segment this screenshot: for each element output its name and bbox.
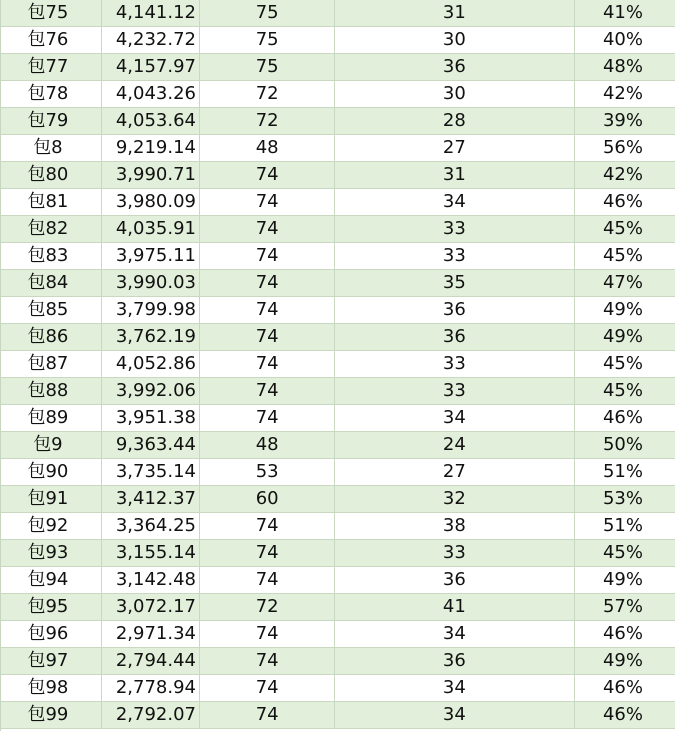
cell-percent[interactable]: 56% [602, 137, 643, 158]
cell-count-b[interactable]: 38 [335, 513, 576, 539]
cell-count-a[interactable]: 74 [200, 702, 335, 728]
cell-count-b[interactable]: 33 [335, 540, 576, 566]
cell-count-b[interactable]: 27 [335, 135, 576, 161]
cell-name[interactable]: 包76 [1, 27, 102, 53]
cell-value[interactable]: 3,980.09 [102, 189, 200, 215]
table-row [1, 270, 675, 297]
cell-count-b[interactable]: 27 [335, 459, 576, 485]
cell-value[interactable]: 3,072.17 [102, 594, 200, 620]
cell-count-a[interactable]: 74 [200, 405, 335, 431]
cell-count-a[interactable]: 75 [200, 27, 335, 53]
cell-name[interactable]: 包75 [1, 0, 102, 26]
cell-count-a[interactable]: 60 [200, 486, 335, 512]
table-row [1, 513, 675, 540]
cell-percent[interactable]: 49% [602, 569, 643, 590]
cell-count-b[interactable]: 34 [335, 405, 576, 431]
cell-value[interactable]: 3,951.38 [102, 405, 200, 431]
cell-percent[interactable]: 39% [602, 110, 643, 131]
cell-count-b[interactable]: 28 [335, 108, 576, 134]
cell-count-a[interactable]: 74 [200, 216, 335, 242]
cell-percent[interactable]: 45% [602, 353, 643, 374]
cell-value[interactable]: 2,794.44 [102, 648, 200, 674]
cell-count-a[interactable]: 75 [200, 0, 335, 26]
cell-count-a[interactable]: 74 [200, 513, 335, 539]
cell-count-a[interactable]: 74 [200, 378, 335, 404]
cell-value[interactable]: 4,141.12 [102, 0, 200, 26]
cell-count-a[interactable]: 72 [200, 594, 335, 620]
cell-percent[interactable]: 46% [602, 407, 643, 428]
table-row [1, 189, 675, 216]
cell-value[interactable]: 3,975.11 [102, 243, 200, 269]
cell-percent[interactable]: 49% [602, 299, 643, 320]
table-row [1, 351, 675, 378]
cell-value[interactable]: 4,043.26 [102, 81, 200, 107]
table-row [1, 540, 675, 567]
cell-percent[interactable]: 49% [602, 326, 643, 347]
cell-value[interactable]: 9,363.44 [102, 432, 200, 458]
cell-value[interactable]: 4,052.86 [102, 351, 200, 377]
cell-name[interactable]: 包77 [1, 54, 102, 80]
cell-name[interactable]: 包91 [1, 486, 102, 512]
cell-percent[interactable]: 51% [602, 461, 643, 482]
cell-value[interactable]: 2,778.94 [102, 675, 200, 701]
cell-name[interactable]: 包99 [1, 702, 102, 728]
cell-count-a[interactable]: 74 [200, 270, 335, 296]
cell-count-a[interactable]: 74 [200, 621, 335, 647]
cell-name[interactable]: 包81 [1, 189, 102, 215]
cell-count-a[interactable]: 74 [200, 162, 335, 188]
cell-name[interactable]: 包82 [1, 216, 102, 242]
cell-name[interactable]: 包95 [1, 594, 102, 620]
cell-value[interactable]: 2,971.34 [102, 621, 200, 647]
cell-count-b[interactable]: 33 [335, 378, 576, 404]
table-row [1, 567, 675, 594]
cell-count-b[interactable]: 33 [335, 243, 576, 269]
cell-value[interactable]: 4,035.91 [102, 216, 200, 242]
cell-name[interactable]: 包78 [1, 81, 102, 107]
cell-value[interactable]: 3,990.03 [102, 270, 200, 296]
cell-name[interactable]: 包86 [1, 324, 102, 350]
cell-count-b[interactable]: 36 [335, 567, 576, 593]
cell-count-b[interactable]: 33 [335, 216, 576, 242]
cell-count-b[interactable]: 41 [335, 594, 576, 620]
cell-name[interactable]: 包94 [1, 567, 102, 593]
table-row [1, 378, 675, 405]
cell-name[interactable]: 包84 [1, 270, 102, 296]
cell-count-b[interactable]: 31 [335, 0, 576, 26]
table-row [1, 432, 675, 459]
cell-percent[interactable]: 46% [602, 623, 643, 644]
table-row [1, 216, 675, 243]
cell-count-b[interactable]: 33 [335, 351, 576, 377]
cell-name[interactable]: 包88 [1, 378, 102, 404]
cell-percent[interactable]: 45% [602, 380, 643, 401]
cell-count-a[interactable]: 74 [200, 243, 335, 269]
cell-count-b[interactable]: 36 [335, 324, 576, 350]
cell-percent[interactable]: 42% [602, 164, 643, 185]
table-row [1, 0, 675, 27]
cell-value[interactable]: 2,792.07 [102, 702, 200, 728]
cell-name[interactable]: 包85 [1, 297, 102, 323]
cell-value[interactable]: 3,992.06 [102, 378, 200, 404]
cell-percent[interactable]: 41% [602, 2, 643, 23]
cell-count-a[interactable]: 74 [200, 540, 335, 566]
cell-value[interactable]: 3,990.71 [102, 162, 200, 188]
table-row [1, 594, 675, 621]
cell-name[interactable]: 包89 [1, 405, 102, 431]
cell-value[interactable]: 3,412.37 [102, 486, 200, 512]
cell-percent[interactable]: 45% [602, 542, 643, 563]
cell-name[interactable]: 包92 [1, 513, 102, 539]
table-row [1, 162, 675, 189]
table-row [1, 459, 675, 486]
cell-name[interactable]: 包87 [1, 351, 102, 377]
cell-count-b[interactable]: 30 [335, 81, 576, 107]
cell-percent[interactable]: 49% [602, 650, 643, 671]
cell-percent[interactable]: 42% [602, 83, 643, 104]
cell-name[interactable]: 包96 [1, 621, 102, 647]
cell-count-a[interactable]: 75 [200, 54, 335, 80]
cell-count-b[interactable]: 36 [335, 54, 576, 80]
cell-count-b[interactable]: 34 [335, 675, 576, 701]
table-row [1, 54, 675, 81]
cell-count-b[interactable]: 34 [335, 702, 576, 728]
cell-count-a[interactable]: 74 [200, 297, 335, 323]
cell-percent[interactable]: 53% [602, 488, 643, 509]
cell-value[interactable]: 3,155.14 [102, 540, 200, 566]
cell-count-a[interactable]: 74 [200, 648, 335, 674]
cell-value[interactable]: 4,157.97 [102, 54, 200, 80]
cell-name[interactable]: 包80 [1, 162, 102, 188]
cell-name[interactable]: 包83 [1, 243, 102, 269]
table-row [1, 405, 675, 432]
cell-count-a[interactable]: 72 [200, 81, 335, 107]
table-body [1, 0, 675, 729]
table-row [1, 297, 675, 324]
table-row [1, 675, 675, 702]
cell-count-b[interactable]: 35 [335, 270, 576, 296]
cell-name[interactable]: 包9 [1, 432, 102, 458]
cell-value[interactable]: 3,735.14 [102, 459, 200, 485]
cell-value[interactable]: 3,762.19 [102, 324, 200, 350]
cell-count-b[interactable]: 34 [335, 621, 576, 647]
cell-count-a[interactable]: 48 [200, 135, 335, 161]
cell-count-b[interactable]: 34 [335, 189, 576, 215]
cell-name[interactable]: 包8 [1, 135, 102, 161]
cell-name[interactable]: 包90 [1, 459, 102, 485]
table-row [1, 27, 675, 54]
table-row [1, 486, 675, 513]
cell-value[interactable]: 3,799.98 [102, 297, 200, 323]
cell-percent[interactable]: 45% [602, 245, 643, 266]
cell-percent[interactable]: 46% [602, 191, 643, 212]
cell-percent[interactable]: 57% [602, 596, 643, 617]
cell-count-b[interactable]: 36 [335, 648, 576, 674]
cell-value[interactable]: 3,364.25 [102, 513, 200, 539]
cell-name[interactable]: 包93 [1, 540, 102, 566]
cell-value[interactable]: 9,219.14 [102, 135, 200, 161]
cell-count-b[interactable]: 36 [335, 297, 576, 323]
cell-name[interactable]: 包98 [1, 675, 102, 701]
cell-percent[interactable]: 45% [602, 218, 643, 239]
table-row [1, 243, 675, 270]
cell-count-a[interactable]: 72 [200, 108, 335, 134]
cell-name[interactable]: 包79 [1, 108, 102, 134]
cell-value[interactable]: 3,142.48 [102, 567, 200, 593]
cell-count-a[interactable]: 74 [200, 351, 335, 377]
cell-count-a[interactable]: 48 [200, 432, 335, 458]
table-row [1, 108, 675, 135]
cell-count-a[interactable]: 74 [200, 567, 335, 593]
cell-count-b[interactable]: 30 [335, 27, 576, 53]
table-row [1, 135, 675, 162]
cell-percent[interactable]: 40% [602, 29, 643, 50]
cell-percent[interactable]: 51% [602, 515, 643, 536]
cell-count-a[interactable]: 74 [200, 324, 335, 350]
table-row [1, 648, 675, 675]
cell-percent[interactable]: 46% [602, 704, 643, 725]
table-row [1, 621, 675, 648]
cell-percent[interactable]: 46% [602, 677, 643, 698]
cell-percent[interactable]: 50% [602, 434, 643, 455]
cell-percent[interactable]: 48% [602, 56, 643, 77]
cell-count-a[interactable]: 74 [200, 675, 335, 701]
cell-value[interactable]: 4,232.72 [102, 27, 200, 53]
cell-name[interactable]: 包97 [1, 648, 102, 674]
cell-count-a[interactable]: 74 [200, 189, 335, 215]
cell-count-b[interactable]: 32 [335, 486, 576, 512]
table-row [1, 702, 675, 729]
cell-value[interactable]: 4,053.64 [102, 108, 200, 134]
cell-percent[interactable]: 47% [602, 272, 643, 293]
cell-count-a[interactable]: 53 [200, 459, 335, 485]
table-row [1, 324, 675, 351]
cell-count-b[interactable]: 31 [335, 162, 576, 188]
cell-count-b[interactable]: 24 [335, 432, 576, 458]
table-row [1, 81, 675, 108]
